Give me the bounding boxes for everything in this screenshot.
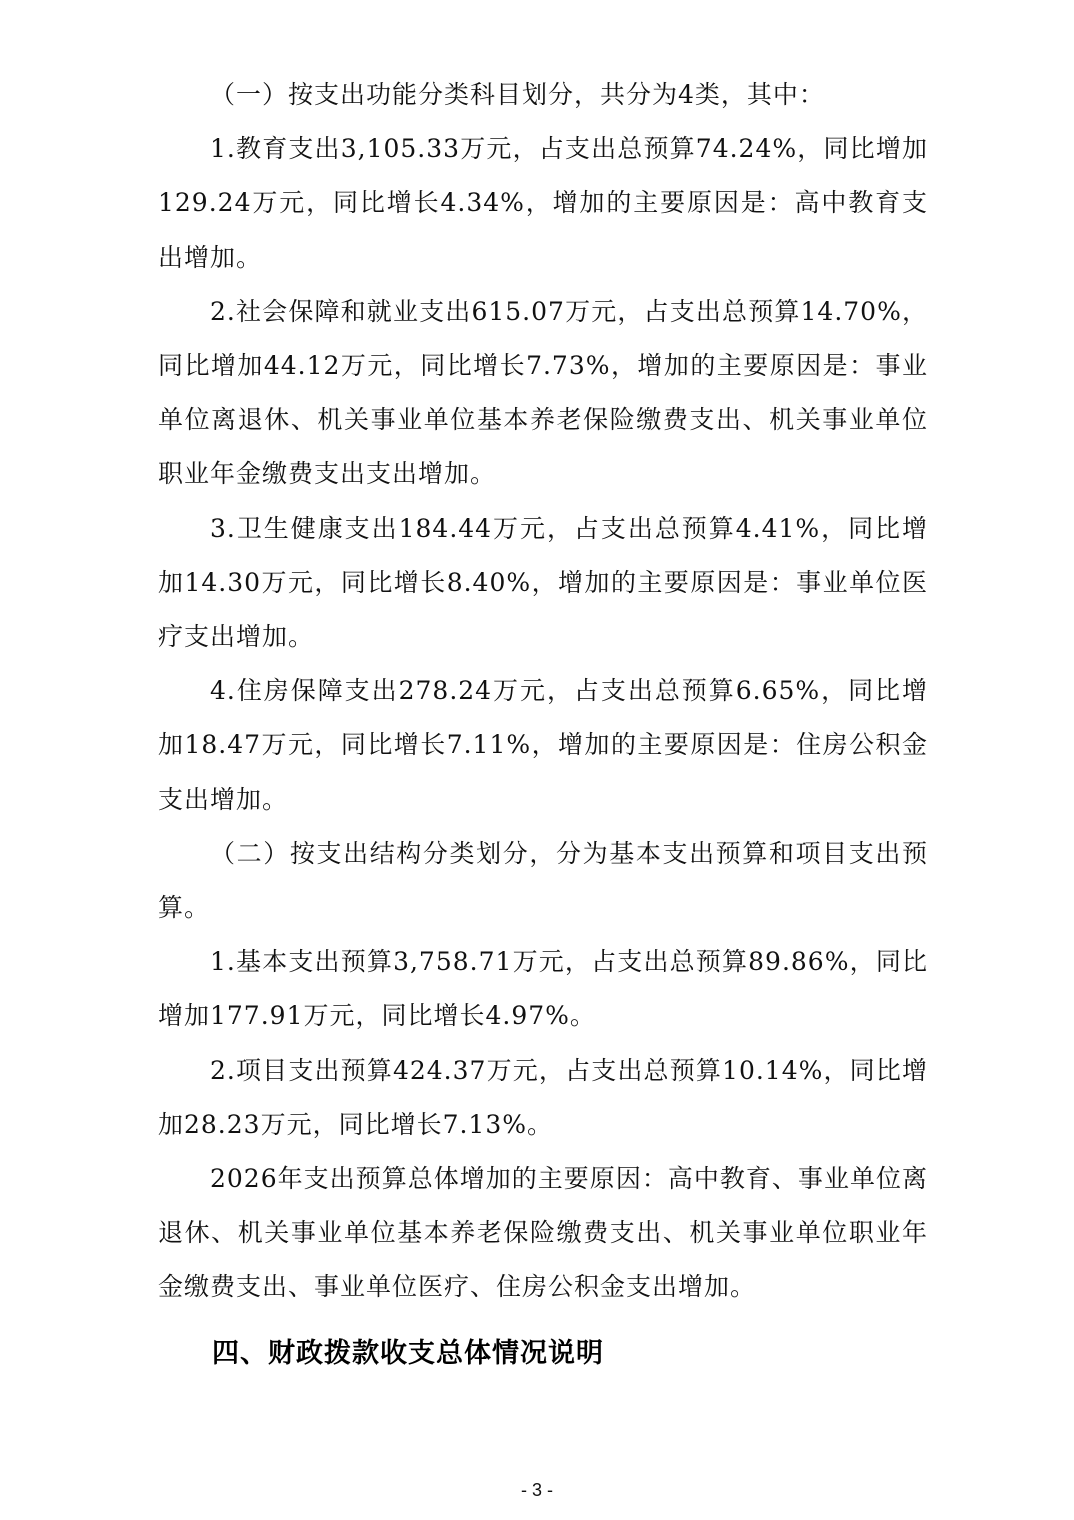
paragraph-function-classification-intro: （一）按支出功能分类科目划分，共分为4类，其中：: [210, 80, 825, 109]
paragraph-overall-increase-reason: 2026年支出预算总体增加的主要原因：高中教育、事业单位离退休、机关事业单位基本养老保险缴费支出、机关事业单位职业年金缴费支出、事业单位医疗、住房公积金支出增加。: [158, 1164, 928, 1302]
paragraph-education-expenditure: 1.教育支出3,105.33万元，占支出总预算74.24%，同比增加129.24万元，同比增长4.34%，增加的主要原因是：高中教育支出增加。: [158, 134, 928, 272]
paragraph-social-security-expenditure: 2.社会保障和就业支出615.07万元，占支出总预算14.70%，同比增加44.12万元，同比增长7.73%，增加的主要原因是：事业单位离退休、机关事业单位基本养老保险缴费支出、机关事业单位职业年金缴费支出支出增加。: [158, 296, 928, 489]
paragraph-structure-classification-intro: （二）按支出结构分类划分，分为基本支出预算和项目支出预算。: [158, 838, 928, 923]
paragraph-housing-expenditure: 4.住房保障支出278.24万元，占支出总预算6.65%，同比增加18.47万元，同比增长7.11%，增加的主要原因是：住房公积金支出增加。: [158, 676, 928, 814]
paragraph-health-expenditure: 3.卫生健康支出184.44万元，占支出总预算4.41%，同比增加14.30万元，同比增长8.40%，增加的主要原因是：事业单位医疗支出增加。: [158, 513, 928, 652]
body-text: [158, 68, 928, 1315]
paragraph-project-expenditure: 2.项目支出预算424.37万元，占支出总预算10.14%，同比增加28.23万元，同比增长7.13%。: [158, 1055, 928, 1139]
paragraph-basic-expenditure: 1.基本支出预算3,758.71万元，占支出总预算89.86%，同比增加177.91万元，同比增长4.97%。: [158, 947, 928, 1031]
page-number: - 3 -: [520, 1480, 553, 1500]
section-heading: 四、财政拨款收支总体情况说明: [212, 1338, 604, 1369]
